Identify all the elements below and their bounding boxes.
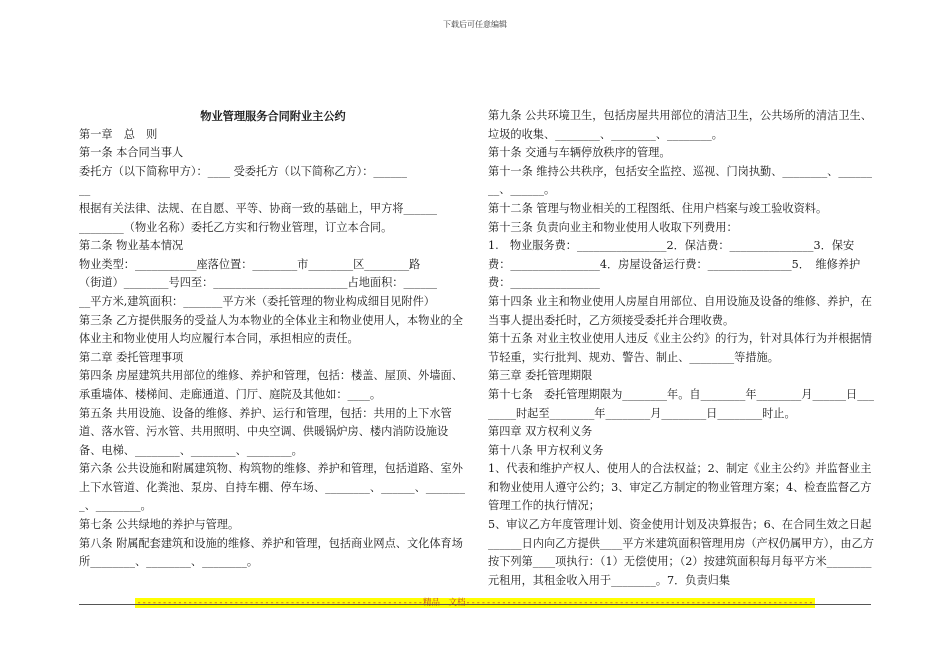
paragraph-line: 第五条 共用设施、设备的维修、养护、运行和管理，包括：共用的上下水管道、落水管、污水管、共用照明、中央空调、供暖锅炉房、楼内消防设施设备、电梯、________、________、________。 <box>79 406 452 457</box>
right-column <box>488 107 876 590</box>
paragraph-line: 根据有关法律、法规、在自愿、平等、协商一致的基础上，甲方将______ <box>79 201 438 215</box>
paragraph-line: 第十三条 负责向业主和物业使用人收取下列费用： <box>488 220 738 234</box>
right-paragraphs <box>488 107 876 590</box>
left-paragraphs <box>79 126 467 572</box>
paragraph-line: 第十七条 委托管理期限为________年。自________年________月______日________时起至________年________月________日________时止。 <box>488 387 874 420</box>
paragraph-line: 委托方（以下简称甲方）：____ 受委托方（以下简称乙方）：______ <box>79 164 407 178</box>
paragraph-line: 第六条 公共设施和附属建筑物、构筑物的维修、养护和管理，包括道路、室外上下水管道、化粪池、泵房、自持车棚、停车场、________、______、________、________。 <box>79 462 465 513</box>
paragraph-line: __平方米,建筑面积：_______平方米（委托管理的物业构成细目见附件） <box>79 294 435 308</box>
document-title: 物业管理服务合同附业主公约 <box>200 109 346 123</box>
page-header: 下载后可任意编辑 <box>443 20 507 29</box>
paragraph-line: 第二条 物业基本情况 <box>79 239 184 253</box>
paragraph-line: 第四章 双方权利义务 <box>488 425 593 439</box>
footer-banner <box>0 590 950 609</box>
paragraph-line: 1. 物业服务费：________________2．保洁费：_______________3．保安费：________________4．房屋设备运行费：_______________5． 维修养护费：________________ <box>488 239 861 290</box>
paragraph-line: 1、代表和维护产权人、使用人的合法权益；2、制定《业主公约》并监督业主和物业使用人遵守公约；3、审定乙方制定的物业管理方案；4、检查监督乙方管理工作的执行情况； <box>488 462 872 513</box>
paragraph-line: 5、审议乙方年度管理计划、资金使用计划及决算报告；6、在合同生效之日起______日内向乙方提供____平方米建筑面积管理用房（产权仍属甲方），由乙方按下列第____项执行：（1）无偿使用；（2）按建筑面积每月每平方米________元租用，其租金收入用于________。7．负责归集 <box>488 518 874 587</box>
left-column <box>79 107 467 572</box>
footer-text: --------------------------------------------------------精品 文档-------------------------------------------------------------------- <box>136 598 814 608</box>
paragraph-line: 第九条 公共环境卫生，包括房屋共用部位的清洁卫生，公共场所的清洁卫生、垃圾的收集、________、________、________。 <box>488 109 872 141</box>
paragraph-line: 第十四条 业主和物业使用人房屋自用部位、自用设施及设备的维修、养护，在当事人提出委托时，乙方须接受委托并合理收费。 <box>488 294 872 327</box>
paragraph-line: （街道）________号四至：________________________占地面积：______ <box>79 276 438 290</box>
footer-divider <box>79 604 871 605</box>
paragraph-line: 第十条 交通与车辆停放秩序的管理。 <box>488 146 671 160</box>
paragraph-line: 第十五条 对业主牧业使用人违反《业主公约》的行为，针对具体行为并根据情节轻重，实行批判、规劝、警告、制止、________等措施。 <box>488 332 872 364</box>
paragraph-line: 第十一条 维持公共秩序，包括安全监控、巡视、门岗执勤、________、________、______。 <box>488 164 872 197</box>
paragraph-line: 第十八条 甲方权利义务 <box>488 443 604 457</box>
paragraph-line: __ <box>79 183 91 197</box>
paragraph-line: 第一章 总 则 <box>79 127 158 141</box>
paragraph-line: 第七条 公共绿地的养护与管理。 <box>79 518 240 532</box>
paragraph-line: 物业类型：___________座落位置：________市________区________路 <box>79 257 421 271</box>
paragraph-line: 第三条 乙方提供服务的受益人为本物业的全体业主和物业使用人，本物业的全体业主和物业使用人均应履行本合同，承担相应的责任。 <box>79 313 463 346</box>
paragraph-line: 第四条 房屋建筑共用部位的维修、养护和管理，包括：楼盖、屋顶、外墙面、承重墙体、楼梯间、走廊通道、门厅、庭院及其他如：____。 <box>79 369 463 401</box>
paragraph-line: 第八条 附属配套建筑和设施的维修、养护和管理，包括商业网点、文化体育场所________、________、________。 <box>79 536 463 569</box>
paragraph-line: 第十二条 管理与物业相关的工程图纸、住用户档案与竣工验收资料。 <box>488 201 828 215</box>
paragraph-line: 第二章 委托管理事项 <box>79 350 184 364</box>
paragraph-line: ________（物业名称）委托乙方实和行物业管理，订立本合同。 <box>79 220 393 234</box>
paragraph-line: 第三章 委托管理期限 <box>488 369 593 383</box>
paragraph-line: 第一条 本合同当事人 <box>79 146 184 160</box>
